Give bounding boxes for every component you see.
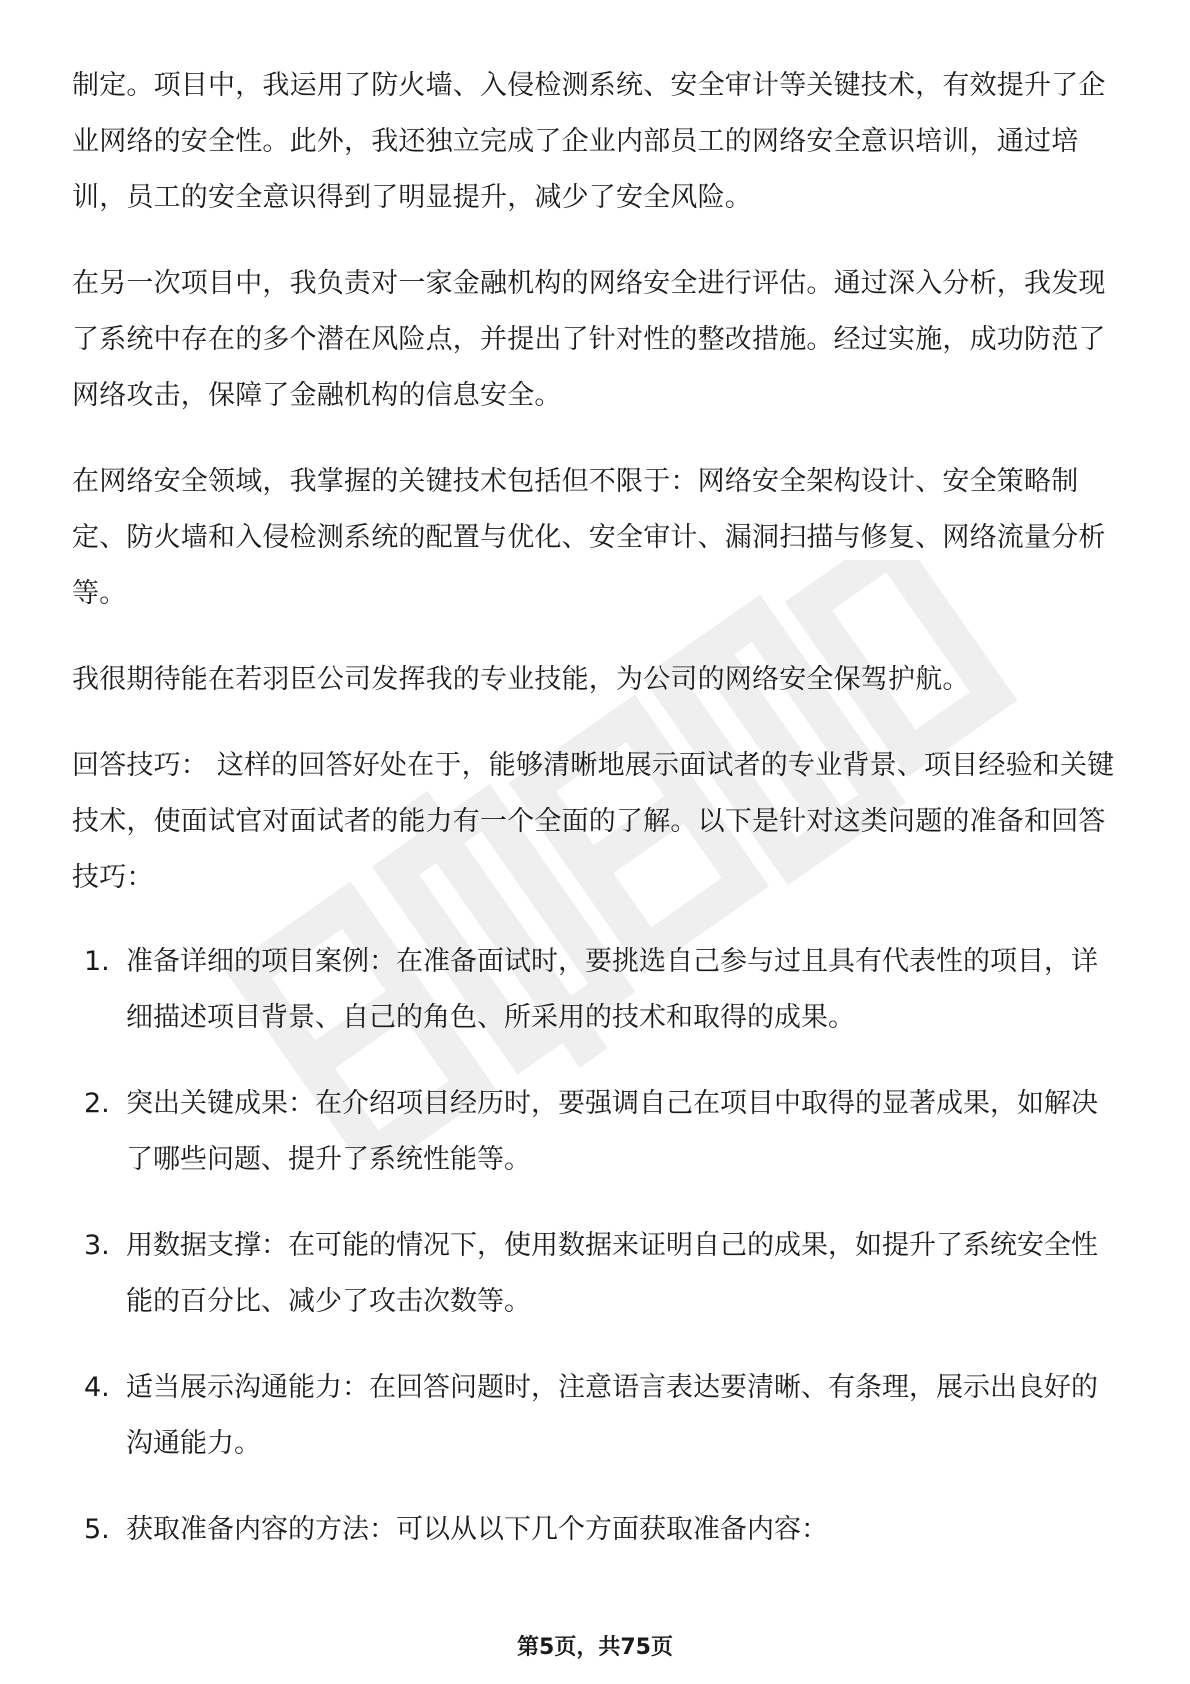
page-footer-number: 第5页，共75页 <box>517 1635 673 1660</box>
list-item-text: 用数据支撑：在可能的情况下，使用数据来证明自己的成果，如提升了系统安全性能的百分比、减少了攻击次数等。 <box>126 1230 1098 1317</box>
paragraph-financial-project: 在另一次项目中，我负责对一家金融机构的网络安全进行评估。通过深入分析，我发现了系统中存在的多个潜在风险点，并提出了针对性的整改措施。经过实施，成功防范了网络攻击，保障了金融机构的信息安全。 <box>72 268 1106 411</box>
list-item <box>72 934 1120 1046</box>
paragraph-closing-statement: 我很期待能在若羽臣公司发挥我的专业技能，为公司的网络安全保驾护航。 <box>72 664 970 695</box>
list-item <box>72 1502 1120 1558</box>
paragraph-answer-tips: 回答技巧： 这样的回答好处在于，能够清晰地展示面试者的专业背景、项目经验和关键技术，使面试官对面试者的能力有一个全面的了解。以下是针对这类问题的准备和回答技巧： <box>72 750 1115 893</box>
page-content <box>72 58 1120 1588</box>
list-item-number: 3. <box>84 1230 110 1261</box>
tips-list <box>72 934 1120 1558</box>
list-item-text: 准备详细的项目案例：在准备面试时，要挑选自己参与过且具有代表性的项目，详细描述项目背景、自己的角色、所采用的技术和取得的成果。 <box>126 946 1098 1033</box>
list-item <box>72 1360 1120 1472</box>
list-item-number: 2. <box>84 1088 110 1119</box>
list-item-number: 1. <box>84 946 110 977</box>
list-item-text: 获取准备内容的方法：可以从以下几个方面获取准备内容： <box>126 1514 828 1545</box>
list-item-text: 突出关键成果：在介绍项目经历时，要强调自己在项目中取得的显著成果，如解决了哪些问题、提升了系统性能等。 <box>126 1088 1098 1175</box>
list-item-text: 适当展示沟通能力：在回答问题时，注意语言表达要清晰、有条理，展示出良好的沟通能力。 <box>126 1372 1098 1459</box>
paragraph-project-experience: 制定。项目中，我运用了防火墙、入侵检测系统、安全审计等关键技术，有效提升了企业网络的安全性。此外，我还独立完成了企业内部员工的网络安全意识培训，通过培训，员工的安全意识得到了明显提升，减少了安全风险。 <box>72 70 1106 213</box>
list-item-number: 4. <box>84 1372 110 1403</box>
list-item <box>72 1076 1120 1188</box>
list-item <box>72 1218 1120 1330</box>
list-item-number: 5. <box>84 1514 110 1545</box>
paragraph-key-technologies: 在网络安全领域，我掌握的关键技术包括但不限于：网络安全架构设计、安全策略制定、防火墙和入侵检测系统的配置与优化、安全审计、漏洞扫描与修复、网络流量分析等。 <box>72 466 1106 609</box>
